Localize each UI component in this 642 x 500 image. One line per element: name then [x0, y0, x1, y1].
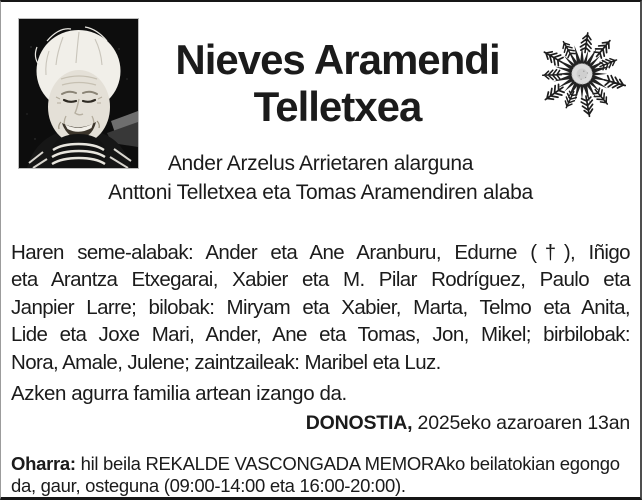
dateline-city: DONOSTIA,: [305, 412, 413, 434]
farewell-text: Azken agurra familia artean izango da.: [11, 382, 347, 405]
family-paragraph: [11, 239, 630, 376]
notice-text: hil beila REKALDE VASCONGADA MEMORAko beilatokian egongo da, gaur, osteguna (09:00-14:00 eta 16:00-20:00).: [11, 453, 620, 496]
dateline-date: 2025eko azaroaren 13an: [417, 412, 630, 434]
family-line: Haren seme-alabak: Ander eta Ane Aranburu, Edurne (†), Iñigo: [11, 241, 630, 264]
wake-notice: [11, 453, 628, 496]
dateline: [306, 412, 630, 435]
relation-line-widow: Ander Arzelus Arrietaren alarguna: [167, 152, 474, 175]
notice-label: Oharra:: [11, 453, 76, 474]
deceased-name-line2: Telletxea: [253, 82, 422, 130]
family-line: Janpier Larre; bilobak: Miryam eta Xabier, Marta, Telmo eta Anita,: [11, 295, 630, 319]
family-line: Lide eta Joxe Mari, Ander, Ane eta Tomas, Jon, Mikel; birbilobak:: [11, 323, 630, 347]
relation-line-daughter: Anttoni Telletxea eta Tomas Aramendiren alaba: [108, 180, 533, 204]
relation-lines: [1, 150, 640, 207]
deceased-name-line1: Nieves Aramendi: [175, 36, 500, 83]
portrait-photo-image: [19, 19, 138, 168]
family-line: eta Arantza Etxegarai, Xabier eta M. Pilar Rodríguez, Paulo eta: [11, 268, 630, 292]
eguzkilore-flower-icon: [537, 27, 627, 119]
deceased-name: [139, 37, 536, 130]
portrait-photo: [18, 18, 139, 169]
family-line: Nora, Amale, Julene; zaintzaileak: Maribel eta Luz.: [11, 350, 441, 374]
